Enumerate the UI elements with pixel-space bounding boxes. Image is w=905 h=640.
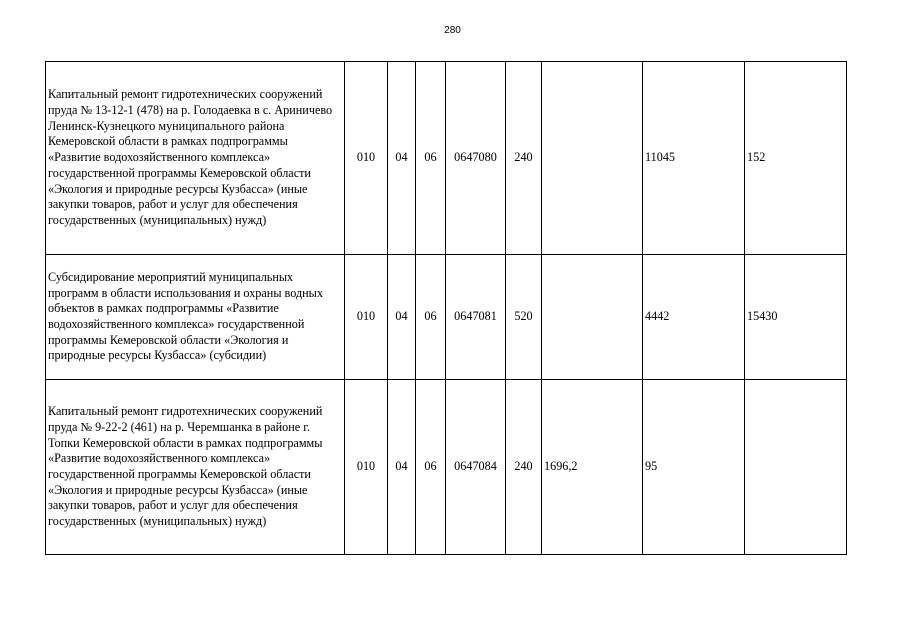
amount-1	[542, 62, 643, 255]
ministry-code: 010	[345, 62, 388, 255]
amount-1	[542, 255, 643, 380]
table-row	[46, 380, 847, 555]
page-number: 280	[444, 25, 461, 36]
amount-2: 4442	[643, 255, 745, 380]
section-code: 04	[388, 380, 416, 555]
row-description: Капитальный ремонт гидротехнических сооружений пруда № 13-12-1 (478) на р. Голодаевка в с. Ариничево Ленинск-Кузнецкого муниципального района Кемеровской области в рамках подпрограммы «Развитие водохозяйственного комплекса» государственной программы Кемеровской области «Экология и природные ресурсы Кузбасса» (иные закупки товаров, работ и услуг для обеспечения государственных (муниципальных) нужд)	[46, 62, 345, 255]
target-article-code: 0647081	[446, 255, 506, 380]
amount-3: 152	[745, 62, 847, 255]
table-row	[46, 255, 847, 380]
section-code: 04	[388, 255, 416, 380]
ministry-code: 010	[345, 255, 388, 380]
amount-3	[745, 380, 847, 555]
expense-type-code: 240	[506, 380, 542, 555]
expense-type-code: 240	[506, 62, 542, 255]
row-description: Субсидирование мероприятий муниципальных программ в области использования и охраны водных объектов в рамках подпрограммы «Развитие водохозяйственного комплекса» государственной программы Кемеровской области «Экология и природные ресурсы Кузбасса» (субсидии)	[46, 255, 345, 380]
subsection-code: 06	[416, 62, 446, 255]
row-description: Капитальный ремонт гидротехнических сооружений пруда № 9-22-2 (461) на р. Черемшанка в районе г. Топки Кемеровской области в рамках подпрограммы «Развитие водохозяйственного комплекса» государственной программы Кемеровской области «Экология и природные ресурсы Кузбасса» (иные закупки товаров, работ и услуг для обеспечения государственных (муниципальных) нужд)	[46, 380, 345, 555]
subsection-code: 06	[416, 255, 446, 380]
amount-3: 15430	[745, 255, 847, 380]
ministry-code: 010	[345, 380, 388, 555]
target-article-code: 0647084	[446, 380, 506, 555]
budget-table	[45, 61, 847, 555]
amount-2: 11045	[643, 62, 745, 255]
target-article-code: 0647080	[446, 62, 506, 255]
amount-1: 1696,2	[542, 380, 643, 555]
amount-2: 95	[643, 380, 745, 555]
subsection-code: 06	[416, 380, 446, 555]
table-row	[46, 62, 847, 255]
section-code: 04	[388, 62, 416, 255]
expense-type-code: 520	[506, 255, 542, 380]
